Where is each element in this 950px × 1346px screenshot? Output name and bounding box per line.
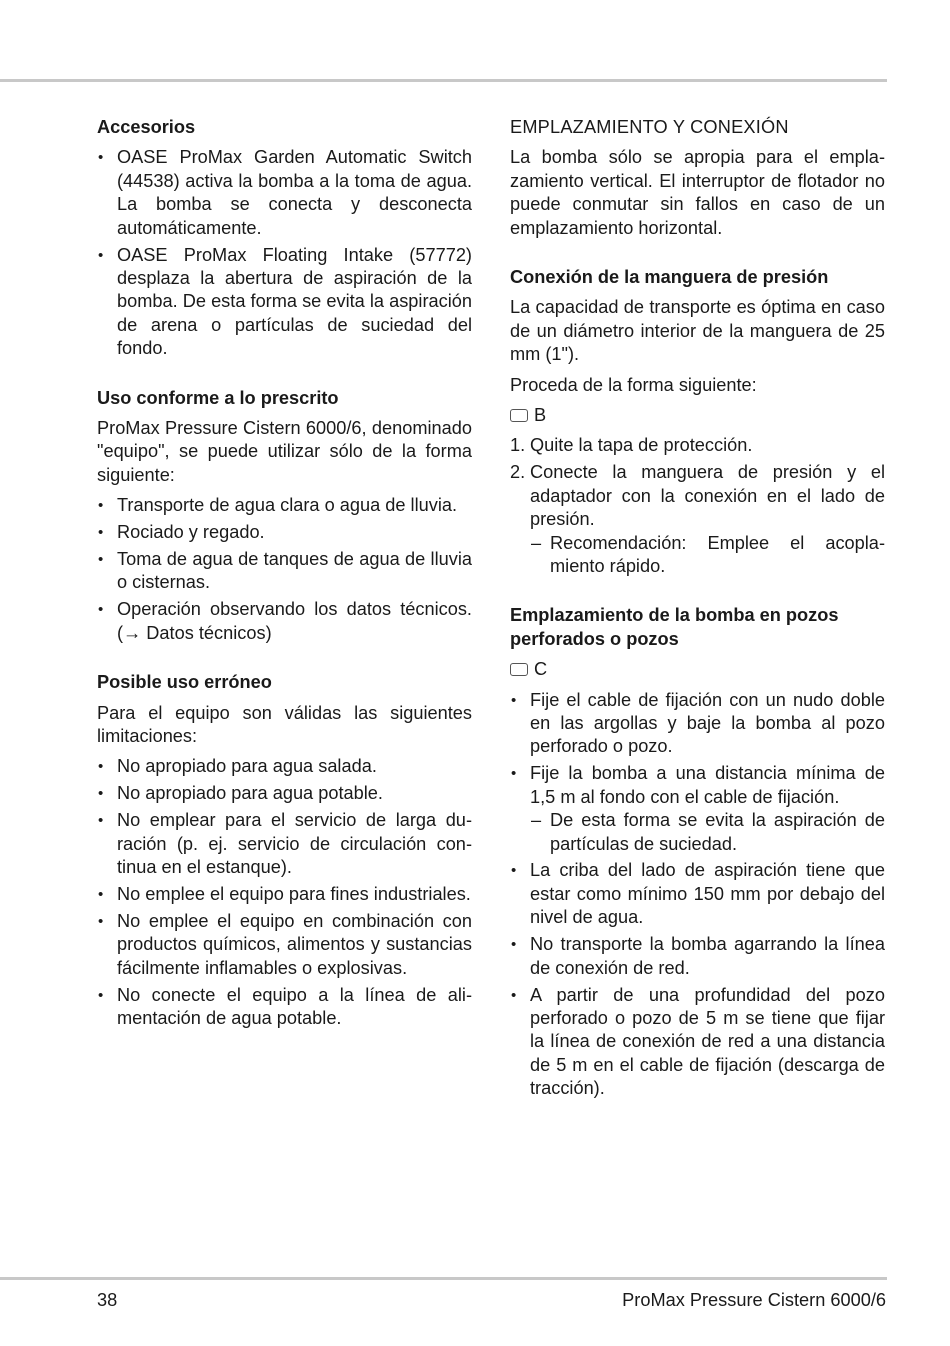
list-item: • No apropiado para agua potable. (97, 782, 472, 805)
heading-uso-erroneo: Posible uso erróneo (97, 672, 272, 693)
erroneo-list (97, 755, 472, 1030)
list-item: • Fije el cable de fijación con un nudo doble en las argollas y baje la bomba al pozo perforado o pozo. (510, 689, 885, 759)
list-item: • No emplee el equipo para fines industriales. (97, 883, 472, 906)
right-column (510, 116, 885, 1127)
step-text: Quite la tapa de protección. (530, 435, 753, 456)
left-column (97, 116, 472, 1056)
emplazamiento-text: La bomba sólo se apropia para el emplazamiento vertical. El interruptor de flotador no puede conmutar sin fallos en caso de un emplazamiento horizontal. (510, 147, 885, 238)
uso-intro: ProMax Pressure Cistern 6000/6, denominado "equipo", se puede utilizar sólo de la forma siguiente: (97, 417, 472, 485)
list-item: • No conecte el equipo a la línea de alimentación de agua potable. (97, 984, 472, 1031)
figure-label: B (534, 405, 547, 426)
list-item: • Toma de agua de tanques de agua de lluvia o cisternas. (97, 548, 472, 595)
step-text: Conecte la manguera de presión y el adaptador con la conexión en el lado de presión. (530, 462, 885, 530)
list-item: • Transporte de agua clara o agua de lluvia. (97, 494, 472, 517)
heading-accesorios: Accesorios (97, 117, 196, 137)
step-number: 2. (510, 462, 526, 483)
erroneo-intro: Para el equipo son válidas las siguientes limitaciones: (97, 702, 472, 746)
list-item: • No apropiado para agua salada. (97, 755, 472, 778)
conexion-steps (510, 434, 885, 578)
dash-note (530, 809, 885, 856)
figure-label: C (534, 659, 548, 680)
figure-icon (510, 409, 528, 422)
section-conexion-manguera (510, 266, 885, 578)
section-uso-erroneo (97, 671, 472, 1030)
heading-pozos: Emplazamiento de la bomba en pozos perforados o pozos (510, 605, 839, 649)
heading-uso-conforme: Uso conforme a lo prescrito (97, 387, 339, 408)
section-uso-conforme (97, 387, 472, 646)
list-item (510, 762, 885, 856)
section-pozos (510, 604, 885, 1100)
list-item: • No transporte la bomba agarrando la línea de conexión de red. (510, 933, 885, 980)
step-item (510, 434, 885, 457)
list-item: • OASE ProMax Garden Automatic Switch (44538) activa la bomba a la toma de agua. La bomba se conecta y desconecta automáticamente. (97, 146, 472, 240)
section-emplazamiento (510, 116, 885, 240)
dash-text: Recomendación: Emplee el acoplamiento rápido. (550, 532, 885, 576)
figure-reference-b (510, 404, 885, 427)
heading-emplazamiento: EMPLAZAMIENTO Y CONEXIÓN (510, 117, 789, 137)
footer-product-title: ProMax Pressure Cistern 6000/6 (622, 1290, 886, 1310)
step-item (510, 461, 885, 578)
header-rule (0, 79, 887, 82)
section-accesorios (97, 116, 472, 361)
accesorios-list (97, 146, 472, 360)
figure-icon (510, 663, 528, 676)
proceda-text: Proceda de la forma siguiente: (510, 374, 757, 395)
list-item: • Rociado y regado. (97, 521, 472, 544)
heading-conexion-manguera: Conexión de la manguera de presión (510, 267, 829, 288)
dash-marker: – (531, 532, 542, 553)
conexion-text: La capacidad de transporte es óptima en caso de un diámetro interior de la manguera de 25 mm (1"). (510, 297, 885, 365)
dash-marker: – (531, 810, 542, 831)
footer-rule (0, 1277, 887, 1280)
step-number: 1. (510, 435, 526, 456)
list-item: • No emplear para el servicio de larga duración (p. ej. servicio de circulación continua en el estanque). (97, 809, 472, 879)
list-item-text: Fije la bomba a una distancia mínima de 1,5 m al fondo con el cable de fijación. (530, 763, 885, 807)
dash-note (530, 532, 885, 579)
page-number: 38 (97, 1290, 118, 1310)
list-item: • La criba del lado de aspiración tiene que estar como mínimo 150 mm por debajo del nivel de agua. (510, 859, 885, 929)
uso-list (97, 494, 472, 645)
list-item: • A partir de una profundidad del pozo perforado o pozo de 5 m se tiene que fijar la línea de conexión de red a una distancia de 5 m en el cable de fijación (descarga de tracción). (510, 984, 885, 1101)
list-item: • No emplee el equipo en combinación con productos químicos, alimentos y sustancias fácilmente inflamables o explosivas. (97, 910, 472, 980)
figure-reference-c (510, 658, 885, 681)
list-item: • OASE ProMax Floating Intake (57772) desplaza la abertura de aspiración de la bomba. De esta forma se evita la aspiración de arena o partículas de suciedad del fondo. (97, 244, 472, 361)
list-item: • Operación observando los datos técnicos. (→ Datos técnicos) (97, 598, 472, 645)
pozos-list (510, 689, 885, 1101)
dash-text: De esta forma se evita la aspiración de partículas de suciedad. (550, 810, 885, 854)
